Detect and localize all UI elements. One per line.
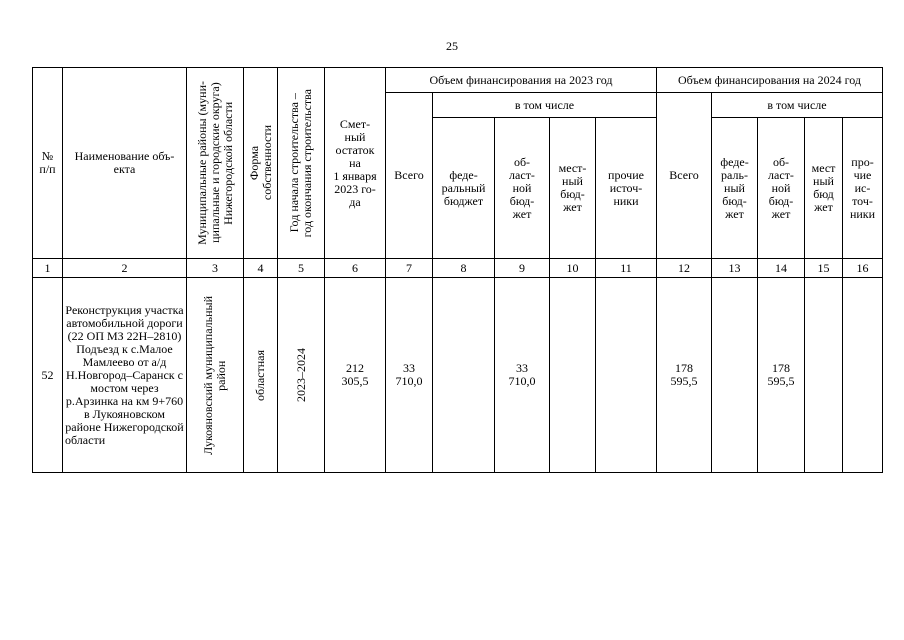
row-num: 52 xyxy=(33,278,63,473)
header-num: № п/п xyxy=(33,68,63,259)
header-federal-2023: феде- ральный бюджет xyxy=(433,118,495,259)
column-number: 9 xyxy=(495,259,550,278)
header-years xyxy=(278,68,325,259)
header-other-2023: прочие источ- ники xyxy=(596,118,657,259)
table-row xyxy=(33,278,883,473)
row-total-2023: 33 710,0 xyxy=(386,278,433,473)
header-including-2024: в том числе xyxy=(712,93,883,118)
header-local-2023: мест- ный бюд- жет xyxy=(550,118,596,259)
column-number: 12 xyxy=(657,259,712,278)
header-total-2024: Всего xyxy=(657,93,712,259)
header-funding-2023: Объем финансирования на 2023 год xyxy=(386,68,657,93)
row-years xyxy=(278,278,325,473)
header-regional-2023: об- ласт- ной бюд- жет xyxy=(495,118,550,259)
header-local-2024: мест ный бюд жет xyxy=(805,118,843,259)
column-number: 15 xyxy=(805,259,843,278)
row-district xyxy=(187,278,244,473)
column-number: 5 xyxy=(278,259,325,278)
header-including-2023: в том числе xyxy=(433,93,657,118)
row-federal-2023 xyxy=(433,278,495,473)
financing-table xyxy=(32,67,883,473)
row-ownership-text: областная xyxy=(253,349,267,401)
header-district xyxy=(187,68,244,259)
row-ownership xyxy=(244,278,278,473)
column-number: 11 xyxy=(596,259,657,278)
row-regional-2023: 33 710,0 xyxy=(495,278,550,473)
header-funding-2024: Объем финансирования на 2024 год xyxy=(657,68,883,93)
column-number: 6 xyxy=(325,259,386,278)
row-total-2024: 178 595,5 xyxy=(657,278,712,473)
column-number: 7 xyxy=(386,259,433,278)
row-remaining: 212 305,5 xyxy=(325,278,386,473)
column-number: 14 xyxy=(758,259,805,278)
column-number: 1 xyxy=(33,259,63,278)
row-regional-2024: 178 595,5 xyxy=(758,278,805,473)
row-district-text: Лукояновский муниципальный район xyxy=(201,295,228,455)
column-number: 10 xyxy=(550,259,596,278)
row-federal-2024 xyxy=(712,278,758,473)
header-federal-2024: феде- раль- ный бюд- жет xyxy=(712,118,758,259)
column-number-row xyxy=(33,259,883,278)
column-number: 3 xyxy=(187,259,244,278)
header-ownership-text: Форма собственности xyxy=(246,125,274,201)
row-other-2023 xyxy=(596,278,657,473)
header-ownership xyxy=(244,68,278,259)
row-local-2023 xyxy=(550,278,596,473)
column-number: 4 xyxy=(244,259,278,278)
header-other-2024: про- чие ис- точ- ники xyxy=(843,118,883,259)
header-remaining: Смет- ный остаток на 1 января 2023 го- да xyxy=(325,68,386,259)
column-number: 2 xyxy=(63,259,187,278)
header-regional-2024: об- ласт- ной бюд- жет xyxy=(758,118,805,259)
row-local-2024 xyxy=(805,278,843,473)
header-row-1 xyxy=(33,68,883,93)
column-number: 8 xyxy=(433,259,495,278)
row-years-text: 2023–2024 xyxy=(293,348,308,402)
header-years-text: Год начала строительства – год окончания строительства xyxy=(287,88,314,238)
column-number: 13 xyxy=(712,259,758,278)
header-name: Наименование объ- екта xyxy=(63,68,187,259)
row-object-name: Реконструкция участка автомобильной дороги (22 ОП МЗ 22Н–2810) Подъезд к с.Малое Мамлеево от а/д Н.Новгород–Саранск с мостом через р.Арзинка на км 9+760 в Лукояновском районе Нижегородской области xyxy=(63,278,187,473)
header-district-text: Муниципальные районы (муни- ципальные и городские округа) Нижегородской области xyxy=(194,81,235,245)
column-number: 16 xyxy=(843,259,883,278)
header-total-2023: Всего xyxy=(386,93,433,259)
page-number: 25 xyxy=(446,39,458,53)
row-other-2024 xyxy=(843,278,883,473)
